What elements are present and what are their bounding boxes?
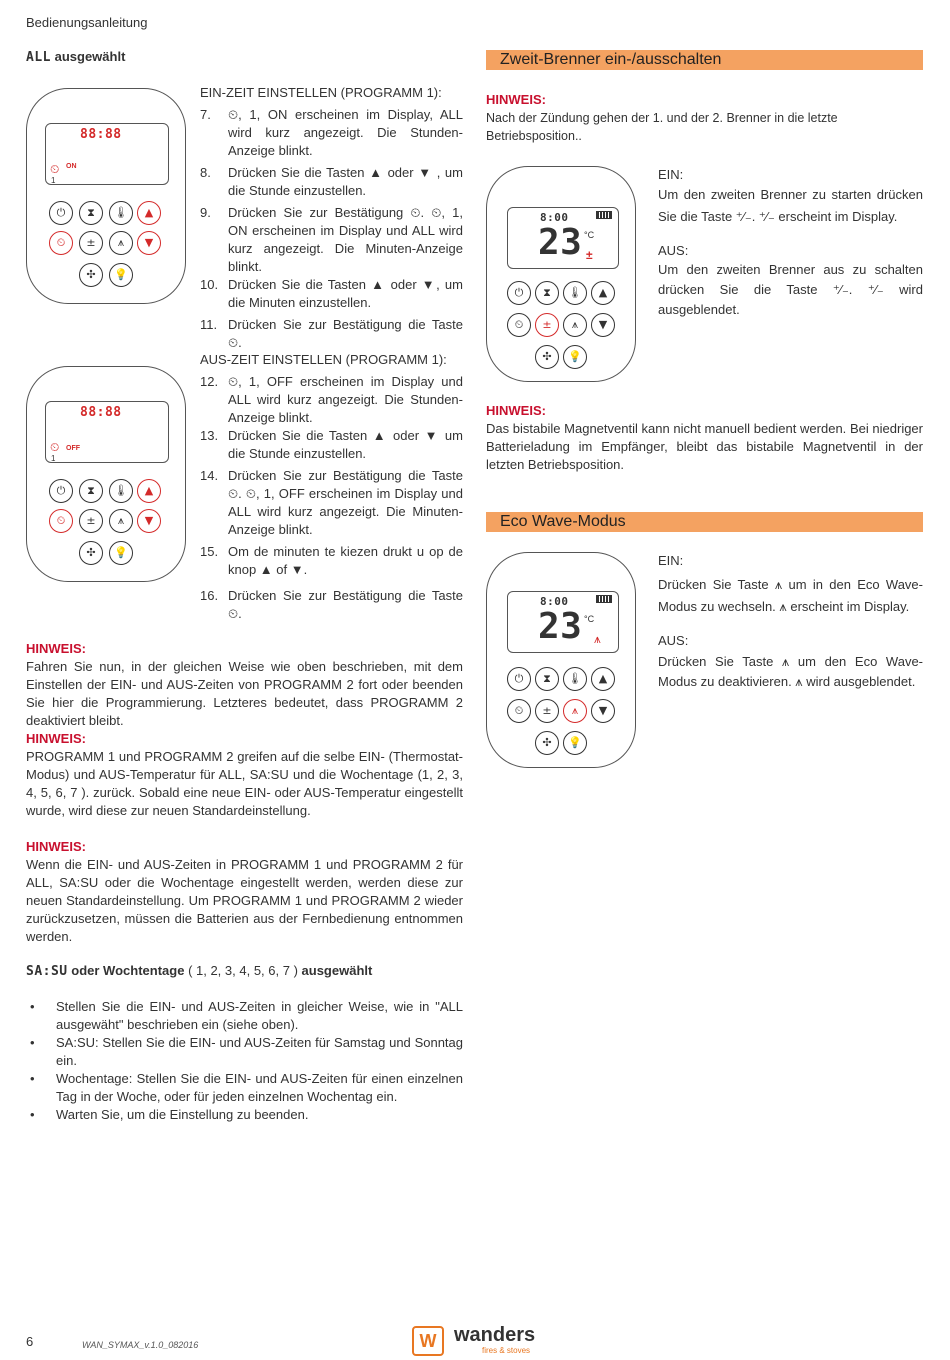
eco-wave-button[interactable]: ⩚	[109, 509, 133, 533]
down-button[interactable]: ▼	[137, 509, 161, 533]
fan-button[interactable]: ✣	[79, 263, 103, 287]
step-number: 12.	[200, 374, 219, 389]
step-row	[200, 316, 463, 350]
step-number: 16.	[200, 588, 219, 603]
remote-control-burner	[486, 166, 636, 382]
prog-on-steps	[200, 106, 463, 350]
prog-off-title: AUS-ZEIT EINSTELLEN (PROGRAMM 1):	[200, 352, 447, 367]
burner-ein-label: EIN:	[658, 167, 684, 182]
burner-aus-text: Um den zweiten Brenner aus zu schalten drücken Sie die Taste ⁺⁄₋. ⁺⁄₋ wird ausgeblendet.	[658, 262, 923, 317]
up-button[interactable]: ▲	[591, 667, 615, 691]
burner-button[interactable]: ±	[79, 231, 103, 255]
step-text: Drücken Sie zur Bestätigung die Taste ⏲. ⏲, 1, OFF erscheinen im Display und ALL wird kurz angezeigt. Die Minuten-Anzeige blinkt.	[228, 468, 463, 537]
burner-aus-block	[658, 242, 923, 320]
timer-button[interactable]: ⏲	[507, 313, 531, 337]
step-number: 11.	[200, 317, 218, 332]
step-row	[200, 587, 463, 621]
eco-aus-text: Drücken Sie Taste ⩚ um den Eco Wave-Modus zu deaktivieren. ⩚ wird ausgeblendet.	[658, 654, 923, 689]
power-button[interactable]: ⏻	[49, 201, 73, 225]
note-block	[26, 640, 463, 730]
display-unit: °C	[584, 614, 595, 624]
sasu-suffix: ausgewählt	[301, 963, 373, 978]
eco-aus-label: AUS:	[658, 633, 689, 648]
remote-display	[45, 401, 169, 463]
burner-ein-text: Um den zweiten Brenner zu starten drücken Sie die Taste ⁺⁄₋. ⁺⁄₋ erscheint im Display.	[658, 187, 923, 224]
eco-wave-button[interactable]: ⩚	[109, 231, 133, 255]
step-row	[200, 467, 463, 539]
note-block	[26, 730, 463, 820]
fan-button[interactable]: ✣	[79, 541, 103, 565]
step-number: 14.	[200, 468, 219, 483]
note-text: PROGRAMM 1 und PROGRAMM 2 greifen auf die selbe EIN- (Thermostat-Modus) und AUS-Temperatur für ALL, SA:SU und die Wochentage (1, 2, 3, 4, 5, 6, 7 ). zurück. Sobald eine neue EIN- oder AUS-Temperatur eingestellt wurde, wird diese zur neuen Standardeinstellung.	[26, 749, 463, 818]
sasu-code: SA:SU	[26, 964, 68, 979]
note-label: HINWEIS:	[26, 731, 86, 746]
burner-note-text: Nach der Zündung gehen der 1. und der 2. Brenner in die letzte Betriebsposition..	[486, 111, 838, 143]
thermometer-button[interactable]: 🌡	[563, 281, 587, 305]
second-burner-icon: ±	[586, 248, 593, 262]
burner-note-label: HINWEIS:	[486, 92, 546, 107]
hourglass-button[interactable]: ⧗	[535, 667, 559, 691]
bullet-item: • SA:SU: Stellen Sie die EIN- und AUS-Zeiten für Samstag und Sonntag ein.	[26, 1034, 463, 1070]
note-text: Wenn die EIN- und AUS-Zeiten in PROGRAMM 1 und PROGRAMM 2 für ALL, SA:SU oder die Wochentage eingestellt werden, werden diese zur neuen Standardeinstellung. Um PROGRAMM 1 und PROGRAMM 2 wieder zurückzusetzen, müssen die Batterien aus der Fernbedienung entnommen werden.	[26, 857, 463, 944]
document-header: Bedienungsanleitung	[26, 15, 148, 30]
step-text: Drücken Sie zur Bestätigung ⏲. ⏲, 1, ON erscheinen im Display und ALL wird kurz angezeigt. Die Minuten-Anzeige blinkt.	[228, 205, 463, 274]
hourglass-button[interactable]: ⧗	[79, 201, 103, 225]
display-temperature: 23	[538, 606, 583, 647]
note-label: HINWEIS:	[26, 839, 86, 854]
step-row	[200, 427, 463, 463]
step-text: Drücken Sie die Tasten ▲ oder ▼ um die Stunde einzustellen.	[228, 428, 463, 461]
brand-name: wanders	[454, 1324, 536, 1346]
program-number: 1	[51, 454, 56, 463]
step-row	[200, 543, 463, 579]
note-text: Fahren Sie nun, in der gleichen Weise wie oben beschrieben, mit dem Einstellen der EIN- und AUS-Zeiten von PROGRAMM 2 fort oder beenden Sie hier die Programmierung. Letzteres bedeutet, dass PROGRAMM 2 deaktiviert bleibt.	[26, 659, 463, 728]
eco-wave-button[interactable]: ⩚	[563, 699, 587, 723]
step-row	[200, 106, 463, 160]
remote-control-eco	[486, 552, 636, 768]
step-text: Drücken Sie die Tasten ▲ oder ▼ , um die Stunde einzustellen.	[228, 165, 463, 198]
step-row	[200, 204, 463, 276]
step-row	[200, 164, 463, 200]
burner-button[interactable]: ±	[535, 699, 559, 723]
thermometer-button[interactable]: 🌡	[109, 201, 133, 225]
clock-icon: ⏲	[50, 440, 60, 454]
clock-icon: ⏲	[50, 162, 60, 176]
battery-icon	[596, 211, 612, 219]
wanders-logo-icon: W	[412, 1326, 444, 1356]
program-number: 1	[51, 176, 56, 185]
doc-id: WAN_SYMAX_v.1.0_082016	[82, 1340, 199, 1350]
remote-display	[507, 207, 619, 269]
light-button[interactable]: 💡	[563, 345, 587, 369]
light-button[interactable]: 💡	[109, 263, 133, 287]
timer-button[interactable]: ⏲	[49, 231, 73, 255]
battery-icon	[596, 595, 612, 603]
step-text: Drücken Sie zur Bestätigung die Taste ⏲.	[228, 588, 463, 621]
display-time: 8:00	[540, 595, 569, 608]
display-time: 8:00	[540, 211, 569, 224]
bullet-item: • Stellen Sie die EIN- und AUS-Zeiten in gleicher Weise, wie in "ALL ausgewäht" beschrieben ein (siehe oben).	[26, 998, 463, 1034]
prog-on-title: EIN-ZEIT EINSTELLEN (PROGRAMM 1):	[200, 85, 442, 100]
step-number: 9.	[200, 205, 211, 220]
mode-label: OFF	[66, 445, 80, 452]
power-button[interactable]: ⏻	[507, 281, 531, 305]
light-button[interactable]: 💡	[563, 731, 587, 755]
step-text: ⏲, 1, OFF erscheinen im Display und ALL wird kurz angezeigt. Die Stunden-Anzeige blinkt.	[228, 374, 463, 425]
light-button[interactable]: 💡	[109, 541, 133, 565]
eco-aus-block	[658, 632, 923, 692]
section-banner-eco: Eco Wave-Modus	[486, 512, 923, 532]
sasu-heading	[26, 962, 463, 981]
step-row	[200, 373, 463, 427]
section-banner-burner: Zweit-Brenner ein-/ausschalten	[486, 50, 923, 70]
fan-button[interactable]: ✣	[535, 345, 559, 369]
up-button[interactable]: ▲	[137, 201, 161, 225]
up-button[interactable]: ▲	[137, 479, 161, 503]
timer-button[interactable]: ⏲	[507, 699, 531, 723]
remote-display	[45, 123, 169, 185]
down-button[interactable]: ▼	[137, 231, 161, 255]
eco-wave-button[interactable]: ⩚	[563, 313, 587, 337]
burner-note2-text: Das bistabile Magnetventil kann nicht manuell bedient werden. Bei niedriger Batterieladung im Empfänger, bleibt das bistabile Magnetventil in der letzten Betriebsposition.	[486, 421, 923, 472]
fan-button[interactable]: ✣	[535, 731, 559, 755]
mode-label: ON	[66, 163, 77, 170]
prog-off-steps	[200, 373, 463, 621]
burner-aus-label: AUS:	[658, 243, 689, 258]
step-text: ⏲, 1, ON erscheinen im Display, ALL wird kurz angezeigt. Die Stunden-Anzeige blinkt.	[228, 107, 463, 158]
step-number: 7.	[200, 107, 211, 122]
step-row	[200, 276, 463, 312]
step-text: Drücken Sie zur Bestätigung die Taste ⏲.	[228, 317, 463, 350]
all-selected-heading	[26, 48, 125, 67]
step-number: 10.	[200, 277, 219, 292]
timer-button[interactable]: ⏲	[49, 509, 73, 533]
display-digits: 88:88	[80, 405, 122, 420]
eco-ein-label: EIN:	[658, 553, 684, 568]
power-button[interactable]: ⏻	[507, 667, 531, 691]
up-button[interactable]: ▲	[591, 281, 615, 305]
power-button[interactable]: ⏻	[49, 479, 73, 503]
burner-button[interactable]: ±	[535, 313, 559, 337]
note-label: HINWEIS:	[26, 641, 86, 656]
step-text: Om de minuten te kiezen drukt u op de knop ▲ of ▼.	[228, 544, 463, 577]
thermometer-button[interactable]: 🌡	[109, 479, 133, 503]
display-digits: 88:88	[80, 127, 122, 142]
burner-ein-block	[658, 166, 923, 228]
thermometer-button[interactable]: 🌡	[563, 667, 587, 691]
step-number: 13.	[200, 428, 219, 443]
down-button[interactable]: ▼	[591, 699, 615, 723]
sasu-heading-text: oder Wochtentage	[71, 963, 185, 978]
display-unit: °C	[584, 230, 595, 240]
remote-display	[507, 591, 619, 653]
step-number: 8.	[200, 165, 211, 180]
remote-control-on	[26, 88, 186, 304]
all-heading-text: ausgewählt	[54, 49, 126, 64]
hourglass-button[interactable]: ⧗	[535, 281, 559, 305]
hourglass-button[interactable]: ⧗	[79, 479, 103, 503]
burner-note2-label: HINWEIS:	[486, 403, 546, 418]
bullet-item: • Warten Sie, um die Einstellung zu beenden.	[26, 1106, 463, 1124]
page-number: 6	[26, 1334, 34, 1349]
sasu-days: ( 1, 2, 3, 4, 5, 6, 7 )	[188, 963, 298, 978]
burner-button[interactable]: ±	[79, 509, 103, 533]
step-number: 15.	[200, 544, 219, 559]
bullet-list	[26, 998, 463, 1124]
eco-ein-text: Drücken Sie Taste ⩚ um in den Eco Wave-Modus zu wechseln. ⩚ erscheint im Display.	[658, 577, 923, 614]
remote-control-off	[26, 366, 186, 582]
brand-tagline: fires & stoves	[482, 1346, 531, 1355]
down-button[interactable]: ▼	[591, 313, 615, 337]
display-temperature: 23	[538, 222, 583, 263]
step-text: Drücken Sie die Tasten ▲ oder ▼, um die Minuten einzustellen.	[228, 277, 463, 310]
eco-wave-icon: ⩚	[594, 632, 601, 646]
bullet-item: • Wochentage: Stellen Sie die EIN- und AUS-Zeiten für einen einzelnen Tag in der Woche, oder für jeden einzelnen Wochentag ein.	[26, 1070, 463, 1106]
eco-ein-block	[658, 552, 923, 618]
all-code: ALL	[26, 50, 51, 65]
note-block	[26, 838, 463, 946]
